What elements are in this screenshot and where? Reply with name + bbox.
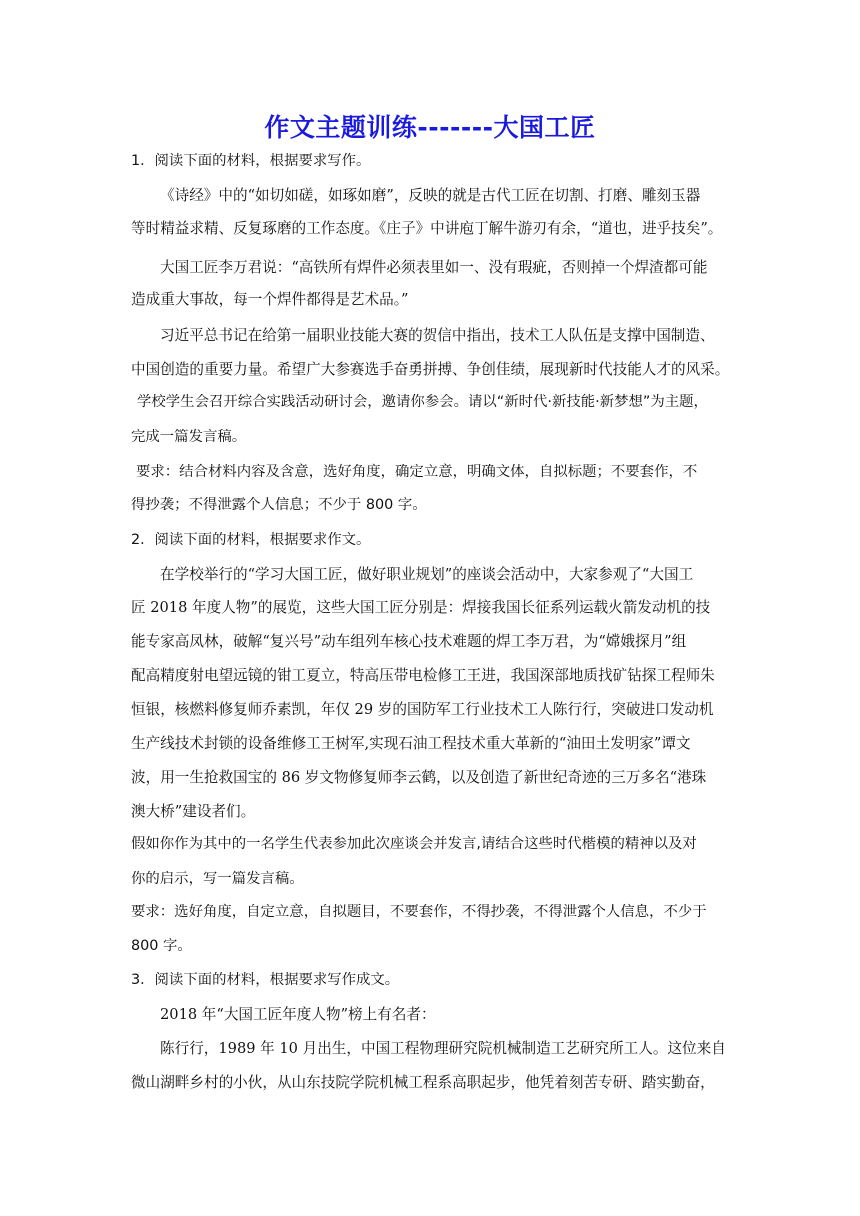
requirement-line: 要求：结合材料内容及含意，选好角度，确定立意，明确文体，自拟标题；不要套作，不 bbox=[136, 464, 698, 480]
paragraph-line: 中国创造的重要力量。希望广大参赛选手奋勇拼搏、争创佳绩，展现新时代技能人才的风采。 bbox=[131, 361, 730, 378]
paragraph-line: 匠 2018 年度人物”的展览，这些大国工匠分别是：焊接我国长征系列运载火箭发动机的技 bbox=[131, 599, 711, 616]
question-1-heading: 1．阅读下面的材料，根据要求写作。 bbox=[131, 153, 371, 169]
paragraph-line: 习近平总书记在给第一届职业技能大赛的贺信中指出，技术工人队伍是支撑中国制造、 bbox=[160, 327, 715, 344]
paragraph-line: 学校学生会召开综合实践活动研讨会，邀请你参会。请以“新时代·新技能·新梦想”为主题， bbox=[137, 394, 708, 410]
paragraph-line: 等时精益求精、反复琢磨的工作态度。《庄子》中讲庖丁解牛游刃有余，“道也，进乎技矣”。 bbox=[131, 220, 723, 237]
paragraph-line: 假如你作为其中的一名学生代表参加此次座谈会并发言,请结合这些时代楷模的精神以及对 bbox=[131, 836, 697, 852]
document-title: 作文主题训练-------大国工匠 bbox=[264, 113, 596, 142]
paragraph-line: 波，用一生抢救国宝的 86 岁文物修复师李云鹤，以及创造了新世纪奇迹的三万多名“港珠 bbox=[131, 769, 707, 786]
paragraph-line: 《诗经》中的“如切如磋，如琢如磨”，反映的就是古代工匠在切割、打磨、雕刻玉器 bbox=[160, 187, 701, 204]
paragraph-line: 能专家高凤林，破解“复兴号”动车组列车核心技术难题的焊工李万君，为“嫦娥探月”组 bbox=[131, 633, 687, 650]
paragraph-line: 2018 年“大国工匠年度人物”榜上有名者： bbox=[160, 1006, 436, 1023]
paragraph-line: 陈行行，1989 年 10 月出生，中国工程物理研究院机械制造工艺研究所工人。这位来自 bbox=[160, 1040, 726, 1057]
paragraph-line: 在学校举行的“学习大国工匠，做好职业规划”的座谈会活动中，大家参观了“大国工 bbox=[160, 566, 694, 583]
question-2-heading: 2．阅读下面的材料，根据要求作文。 bbox=[131, 532, 371, 548]
paragraph-line: 微山湖畔乡村的小伙，从山东技院学院机械工程系高职起步，他凭着刻苦专研、踏实勤奋， bbox=[131, 1074, 715, 1091]
question-3-heading: 3．阅读下面的材料，根据要求写作成文。 bbox=[131, 972, 400, 988]
requirement-line: 得抄袭；不得泄露个人信息；不少于 800 字。 bbox=[131, 497, 427, 513]
requirement-line: 要求：选好角度，自定立意，自拟题目，不要套作，不得抄袭，不得泄露个人信息，不少于 bbox=[131, 904, 707, 920]
paragraph-line: 配高精度射电望远镜的钳工夏立，特高压带电检修工王进，我国深部地质找矿钻探工程师朱 bbox=[131, 667, 715, 684]
paragraph-line: 恒银，核燃料修复师乔素凯，年仅 29 岁的国防军工行业技术工人陈行行，突破进口发动机 bbox=[131, 701, 714, 718]
paragraph-line: 造成重大事故，每一个焊件都得是艺术品。” bbox=[131, 291, 409, 308]
requirement-line: 800 字。 bbox=[131, 938, 192, 954]
paragraph-line: 大国工匠李万君说：“高铁所有焊件必须表里如一、没有瑕疵，否则掉一个焊渣都可能 bbox=[160, 259, 708, 276]
paragraph-line: 你的启示，写一篇发言稿。 bbox=[131, 871, 304, 887]
paragraph-line: 生产线技术封锁的设备维修工王树军,实现石油工程技术重大革新的“油田土发明家”谭文 bbox=[131, 735, 691, 752]
paragraph-line: 澳大桥”建设者们。 bbox=[131, 803, 256, 820]
paragraph-line: 完成一篇发言稿。 bbox=[131, 429, 247, 445]
